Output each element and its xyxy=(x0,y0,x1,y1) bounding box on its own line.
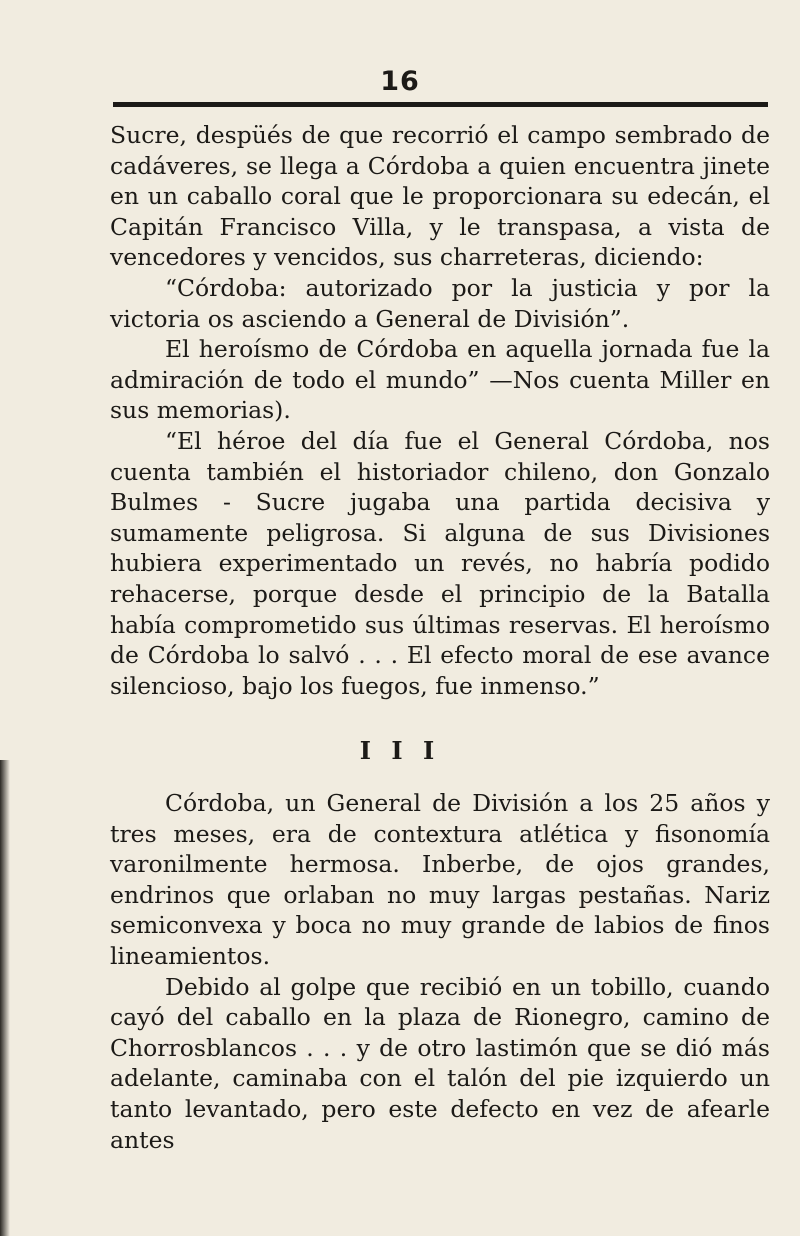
paragraph: Sucre, despüés de que recorrió el campo sembrado de cadáveres, se llega a Córdoba a quien encuentra jinete en un caballo coral que le proporcionara su edecán, el Capitán Francisco Villa, y le transpasa, a vista de vencedores y vencidos, sus charreteras, diciendo: xyxy=(110,121,770,272)
header-rule xyxy=(113,102,768,107)
paragraph: El heroísmo de Córdoba en aquella jornada fue la admiración de todo el mundo” —Nos cuenta Miller en sus memorias). xyxy=(110,335,770,425)
paragraph: Debido al golpe que recibió en un tobillo, cuando cayó del caballo en la plaza de Rionegro, camino de Chorrosblancos . . . y de otro lastimón que se dió más adelante, caminaba con el talón del pie izquierdo un tanto levantado, pero este defecto en vez de afearle antes xyxy=(110,972,770,1154)
paragraph: Córdoba, un General de División a los 25 años y tres meses, era de contextura atlética y fisonomía varonilmente hermosa. Inberbe, de ojos grandes, endrinos que orlaban no muy largas pestañas. Nariz semiconvexa y boca no muy grande de labios de finos lineamientos. xyxy=(110,789,770,970)
paragraph: “Córdoba: autorizado por la justicia y por la victoria os asciendo a General de División”. xyxy=(110,273,770,333)
text-block-top xyxy=(110,120,770,701)
section-heading: I I I xyxy=(359,736,441,765)
text-block-bottom xyxy=(110,788,770,1155)
paragraph: “El héroe del día fue el General Córdoba, nos cuenta también el historiador chileno, don Gonzalo Bulmes - Sucre jugaba una partida decisiva y sumamente peligrosa. Si alguna de sus Divisiones hubiera experimentado un revés, no habría podido rehacerse, porque desde el principio de la Batalla había comprometido sus últimas reservas. El heroísmo de Córdoba lo salvó . . . El efecto moral de ese avance silencioso, bajo los fuegos, fue inmenso.” xyxy=(110,426,770,700)
binding-shadow xyxy=(0,760,10,1236)
page-number: 16 xyxy=(380,66,420,97)
